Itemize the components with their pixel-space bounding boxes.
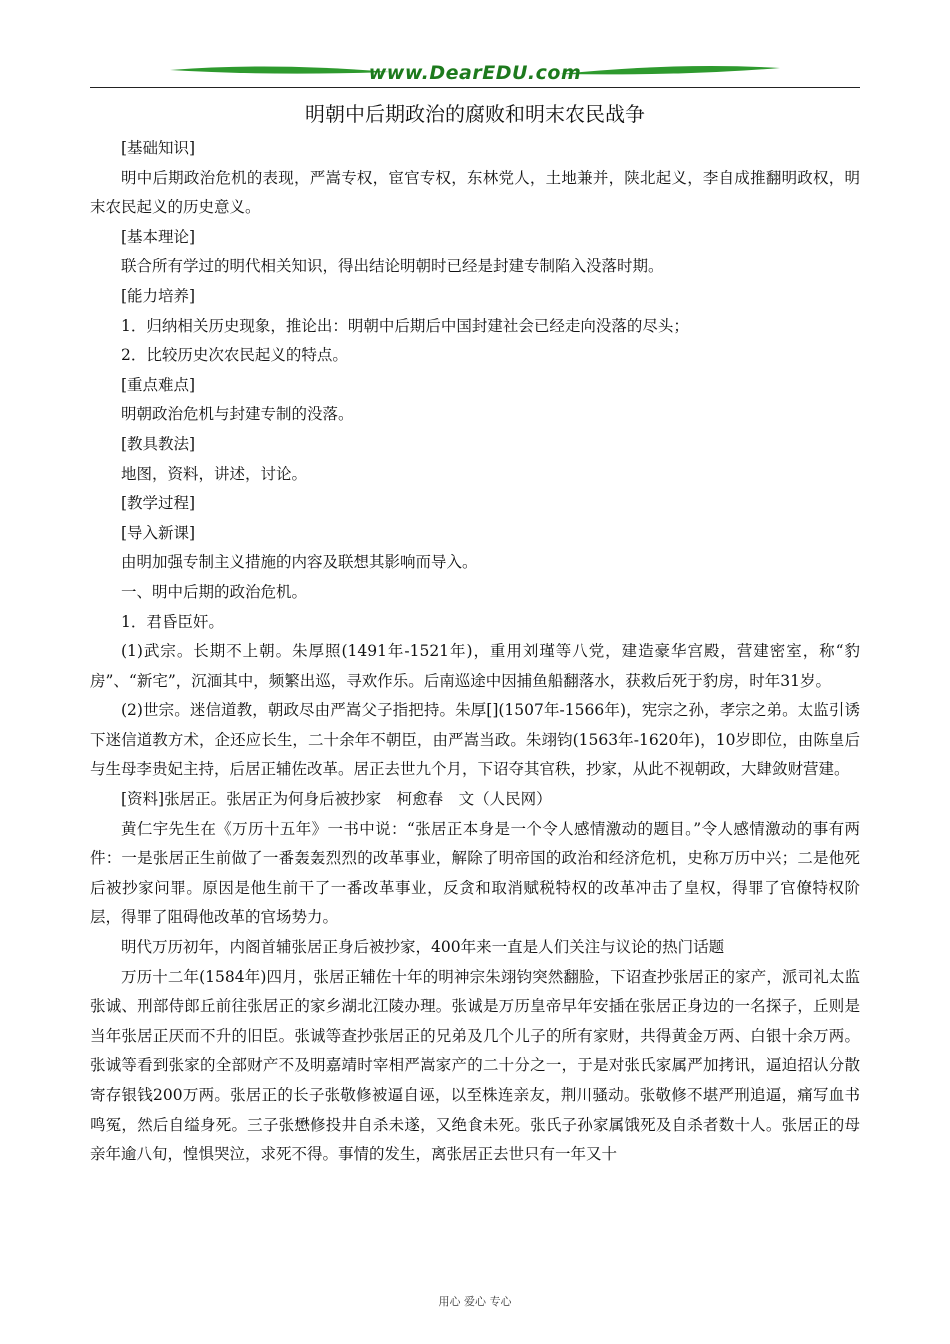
paragraph: [能力培养] [121,286,196,305]
site-header-banner [90,56,860,90]
paragraph: 1．归纳相关历史现象，推论出：明朝中后期后中国封建社会已经走向没落的尽头； [121,316,689,335]
document-body [90,134,860,1170]
paragraph: [资料]张居正。张居正为何身后被抄家 柯愈春 文（人民网） [121,790,552,809]
paragraph: [导入新课] [121,523,196,542]
paragraph: 2．比较历史次农民起义的特点。 [121,346,348,365]
header-divider [90,87,860,88]
paragraph: [基础知识] [121,139,196,157]
paragraph: 联合所有学过的明代相关知识，得出结论明朝时已经是封建专制陷入没落时期。 [121,257,664,276]
paragraph: 地图，资料，讲述，讨论。 [121,464,308,483]
paragraph: 万历十二年(1584年)四月，张居正辅佐十年的明神宗朱翊钧突然翻脸，下诏查抄张居正的家产，派司礼太监张诚、刑部侍郎丘前往张居正的家乡湖北江陵办理。张诚是万历皇帝早年安插在张居正身边的一名探子，丘则是当年张居正厌而不升的旧臣。张诚等查抄张居正的兄弟及几个儿子的所有家财，共得黄金万两、白银十余万两。张诚等看到张家的全部财产不及明嘉靖时宰相严嵩家产的二十分之一，于是对张氏家属严加拷讯，逼迫招认分散寄存银钱200万两。张居正的长子张敬修被逼自诬，以至株连亲友，荆川骚动。张敬修不堪严刑追逼，痛写血书鸣冤，然后自缢身死。三子张懋修投井自杀未遂，又绝食未死。张氏子孙家属饿死及自杀者数十人。张居正的母亲年逾八旬，惶惧哭泣，求死不得。事情的发生，离张居正去世只有一年又十 [90,967,860,1164]
paragraph: 明中后期政治危机的表现，严嵩专权，宦官专权，东林党人，土地兼并，陕北起义，李自成推翻明政权，明末农民起义的历史意义。 [90,168,860,217]
site-logo-text[interactable]: www.DearEDU.com [368,62,582,84]
paragraph: (1)武宗。长期不上朝。朱厚照(1491年-1521年)，重用刘瑾等八党，建造豪华宫殿，营建密室，称“豹房”、“新宅”，沉湎其中，频繁出巡，寻欢作乐。后南巡途中因捕鱼船翻落水，获救后死于豹房，时年31岁。 [90,642,860,690]
paragraph: 明朝政治危机与封建专制的没落。 [121,405,354,424]
paragraph: [教具教法] [121,434,196,453]
page-title: 明朝中后期政治的腐败和明末农民战争 [305,102,645,126]
paragraph: 1．君昏臣奸。 [121,612,224,631]
paragraph: 由明加强专制主义措施的内容及联想其影响而导入。 [121,553,478,572]
page-footer: 用心 爱心 专心 [438,1295,512,1308]
paragraph: 黄仁宇先生在《万历十五年》一书中说：“张居正本身是一个令人感情激动的题目。”令人感情激动的事有两件：一是张居正生前做了一番轰轰烈烈的改革事业，解除了明帝国的政治和经济危机，史称万历中兴；二是他死后被抄家问罪。原因是他生前干了一番改革事业，反贪和取消赋税特权的改革冲击了皇权，得罪了官僚特权阶层，得罪了阻碍他改革的官场势力。 [90,819,860,927]
paragraph: (2)世宗。迷信道教，朝政尽由严嵩父子指把持。朱厚[](1507年-1566年)，宪宗之孙，孝宗之弟。太监引诱下迷信道教方术，企还应长生，二十余年不朝臣，由严嵩当政。朱翊钧(1563年-1620年)，10岁即位，由陈皇后与生母李贵妃主持，后居正辅佐改革。居正去世九个月，下诏夺其官秩，抄家，从此不视朝政，大肆敛财营建。 [90,701,860,779]
paragraph: [基本理论] [121,227,196,246]
paragraph: [重点难点] [121,375,196,394]
paragraph: [教学过程] [121,494,196,513]
paragraph: 明代万历初年，内阁首辅张居正身后被抄家，400年来一直是人们关注与议论的热门话题 [121,938,725,957]
paragraph: 一、明中后期的政治危机。 [121,582,308,601]
